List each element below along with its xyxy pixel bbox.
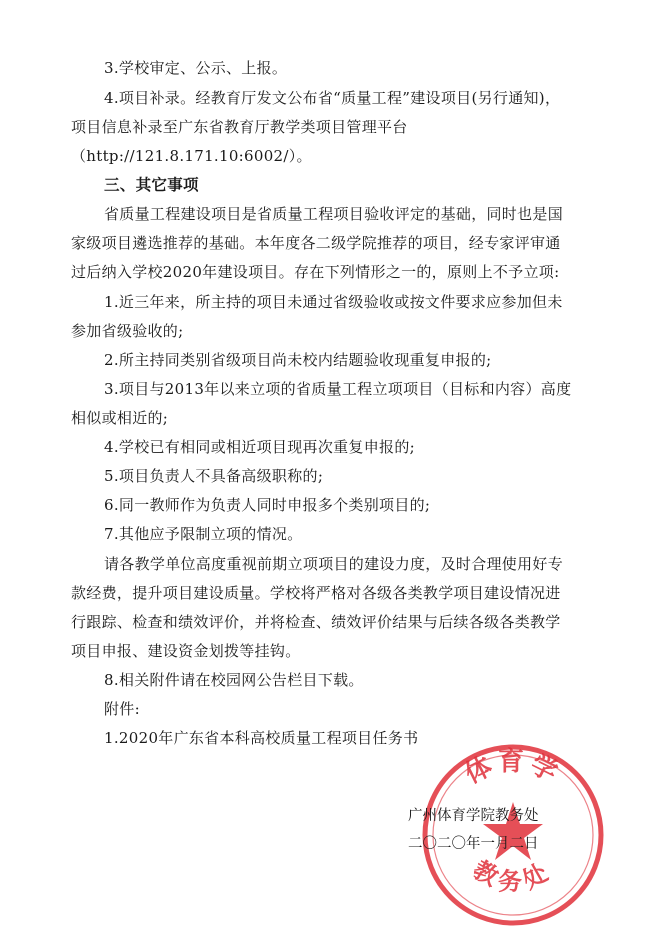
condition-6: 6.同一教师作为负责人同时申报多个类别项目的; (104, 496, 431, 514)
condition-2: 2.所主持同类别省级项目尚未校内结题验收现重复申报的; (104, 351, 492, 369)
para-2-line-3: 行跟踪、检查和绩效评价，并将检查、绩效评价结果与后续各级各类教学 (71, 613, 561, 631)
condition-1-cont: 参加省级验收的; (71, 322, 184, 340)
attachment-label: 附件: (104, 700, 140, 718)
para-1-line-1: 省质量工程建设项目是省质量工程项目验收评定的基础，同时也是国 (104, 205, 564, 223)
condition-4: 4.学校已有相同或相近项目现再次重复申报的; (104, 438, 415, 456)
signature-date: 二〇二〇年一月二日 (408, 836, 539, 852)
item-3: 3.学校审定、公示、上报。 (104, 59, 288, 77)
para-2-line-4: 项目申报、建设资金划拨等挂钩。 (71, 642, 301, 660)
para-2-line-2: 款经费，提升项目建设质量。学校将严格对各级各类教学项目建设情况进 (71, 584, 561, 602)
item-4-url: （http://121.8.171.10:6002/）。 (71, 147, 312, 165)
svg-text:教务处 (468, 855, 557, 895)
signature-org: 广州体育学院教务处 (408, 808, 539, 824)
seal-text-top: 体育学 (460, 747, 566, 790)
seal-text-bottom: 教务处 (468, 855, 558, 896)
attachment-1: 1.2020年广东省本科高校质量工程项目任务书 (104, 729, 419, 747)
condition-1: 1.近三年来，所主持的项目未通过省级验收或按文件要求应参加但未 (104, 293, 563, 311)
para-1-line-2: 家级项目遴选推荐的基础。本年度各二级学院推荐的项目，经专家评审通 (71, 234, 561, 252)
condition-5: 5.项目负责人不具备高级职称的; (104, 467, 324, 485)
para-2-line-1: 请各教学单位高度重视前期立项项目的建设力度，及时合理使用好专 (104, 555, 564, 573)
item-4-cont: 项目信息补录至广东省教育厅教学类项目管理平台 (71, 118, 408, 136)
para-1-line-3: 过后纳入学校2020年建设项目。存在下列情形之一的，原则上不予立项: (71, 263, 560, 281)
item-8: 8.相关附件请在校园网公告栏目下载。 (104, 671, 364, 689)
condition-7: 7.其他应予限制立项的情况。 (104, 525, 303, 543)
item-4: 4.项目补录。经教育厅发文公布省“质量工程”建设项目(另行通知)， (104, 89, 561, 107)
condition-3: 3.项目与2013年以来立项的省质量工程立项项目（目标和内容）高度 (104, 380, 572, 398)
section-heading-3: 三、其它事项 (104, 176, 199, 194)
condition-3-cont: 相似或相近的; (71, 409, 169, 427)
